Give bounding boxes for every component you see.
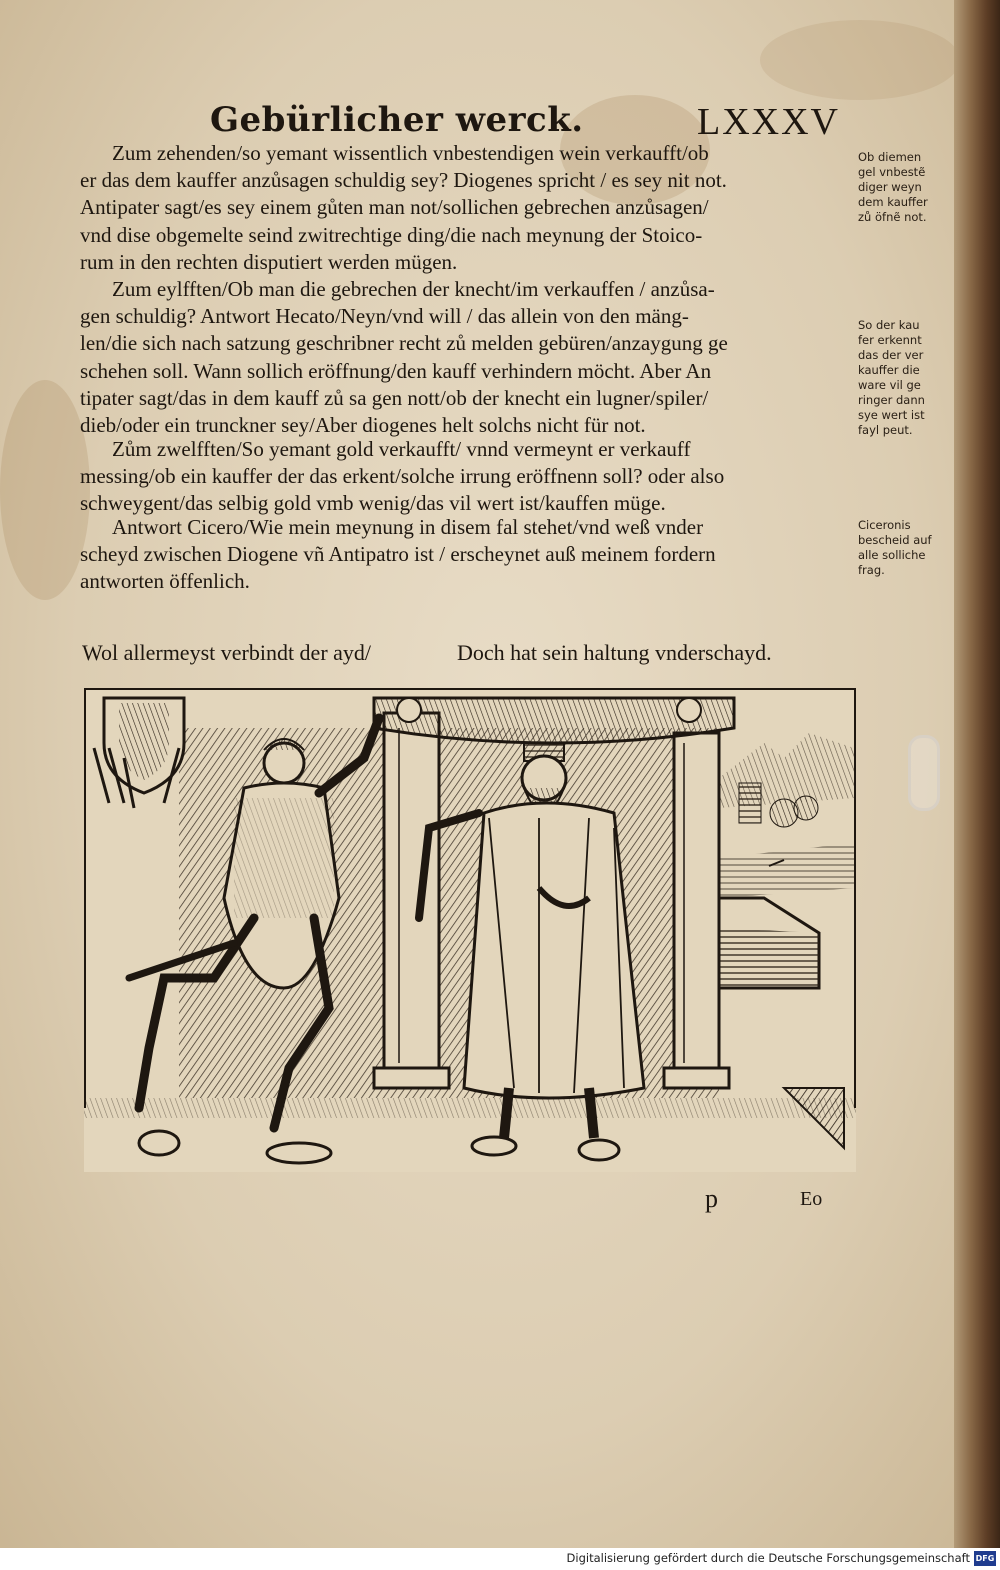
text-line: Antwort Cicero/Wie mein meynung in disem fal stehet/vnd weß vnder [112, 515, 704, 539]
gloss-line: sye wert ist [858, 408, 925, 422]
text-line: rum in den rechten disputiert werden mügen. [80, 249, 458, 274]
ornamental-lintel [374, 698, 734, 743]
verse-line: Doch hat sein haltung vnderschayd. [457, 640, 772, 665]
page-clip [908, 735, 940, 811]
landscape [719, 718, 854, 918]
text-line: dieb/oder ein trunckner sey/Aber diogenes helt solchs nicht für not. [80, 413, 646, 438]
text-line: Zum eylfften/Ob man die gebrechen der knecht/im verkauffen / anzůsa- [112, 277, 715, 301]
gloss-line: dem kauffer [858, 195, 928, 209]
text-line: Antipater sagt/es sey einem gůten man not/sollichen gebrechen anzůsagen/ [80, 195, 709, 220]
gloss-line: diger weyn [858, 180, 922, 194]
paragraph [80, 436, 724, 518]
gloss-line: ringer dann [858, 393, 925, 407]
catchword: Eo [800, 1188, 823, 1210]
gloss-line: fer erkennt [858, 333, 922, 347]
dfg-logo: DFG [974, 1551, 996, 1566]
gloss-line: So der kau [858, 318, 920, 332]
running-title: Gebürlicher werck. [210, 100, 584, 140]
footer-bar [0, 1548, 1000, 1570]
paragraph [80, 276, 728, 439]
gloss-line: das der ver [858, 348, 924, 362]
gloss-line: alle solliche [858, 548, 926, 562]
running-head [210, 100, 840, 144]
text-line: schweygent/das selbig gold vmb wenig/das vil wert ist/kauffen müge. [80, 491, 666, 516]
text-line: Zům zwelfften/So yemant gold verkaufft/ vnnd vermeynt er verkauff [112, 437, 691, 461]
text-line: schehen soll. Wann sollich eröffnung/den kauff verhindern möcht. Aber An [80, 358, 712, 383]
paragraph [80, 140, 727, 276]
gloss-line: kauffer die [858, 363, 920, 377]
gloss-line: Ciceronis [858, 518, 911, 532]
text-line: er das dem kauffer anzůsagen schuldig sey? Diogenes spricht / es sey nit not. [80, 168, 727, 193]
verse-line: Wol allermeyst verbindt der ayd/ [82, 640, 372, 665]
gloss-line: zů öfnẽ not. [858, 210, 927, 224]
text-line: Zum zehenden/so yemant wissentlich vnbestendigen wein verkaufft/ob [112, 141, 709, 165]
paragraph [80, 514, 716, 596]
water-stain [760, 20, 960, 100]
book-edge [954, 0, 1000, 1548]
gloss-line: ware vil ge [858, 378, 921, 392]
right-pillar [664, 733, 729, 1088]
marginal-note [858, 318, 948, 438]
water-stain [0, 380, 90, 600]
text-line: antworten öffenlich. [80, 569, 250, 594]
woodcut-illustration [84, 688, 856, 1172]
left-pillar [374, 713, 449, 1088]
gloss-line: fayl peut. [858, 423, 913, 437]
text-line: gen schuldig? Antwort Hecato/Neyn/vnd will / das allein von den mäng- [80, 304, 689, 329]
text-line: len/die sich nach satzung geschribner recht zů melden gebüren/anzaygung ge [80, 331, 728, 356]
text-line: messing/ob ein kauffer der das erkent/solche irrung eröffnenn soll? oder also [80, 464, 725, 489]
signature-mark: p [705, 1184, 718, 1213]
text-line: vnd dise obgemelte seind zwitrechtige ding/die nach meynung der Stoico- [80, 222, 703, 247]
funding-credit: Digitalisierung gefördert durch die Deutsche Forschungsgemeinschaft [566, 1551, 970, 1565]
text-line: tipater sagt/das in dem kauff zů sa gen nott/ob der knecht ein lugner/spiler/ [80, 385, 709, 410]
marginal-note [858, 150, 948, 225]
gloss-line: Ob diemen [858, 150, 922, 164]
gloss-line: frag. [858, 563, 885, 577]
folio-number: LXXXV [697, 101, 840, 143]
marginal-note [858, 518, 948, 578]
gloss-line: bescheid auf [858, 533, 932, 547]
gloss-line: gel vnbestẽ [858, 165, 926, 179]
text-line: scheyd zwischen Diogene vñ Antipatro ist / erscheynet auß meinem fordern [80, 542, 716, 567]
